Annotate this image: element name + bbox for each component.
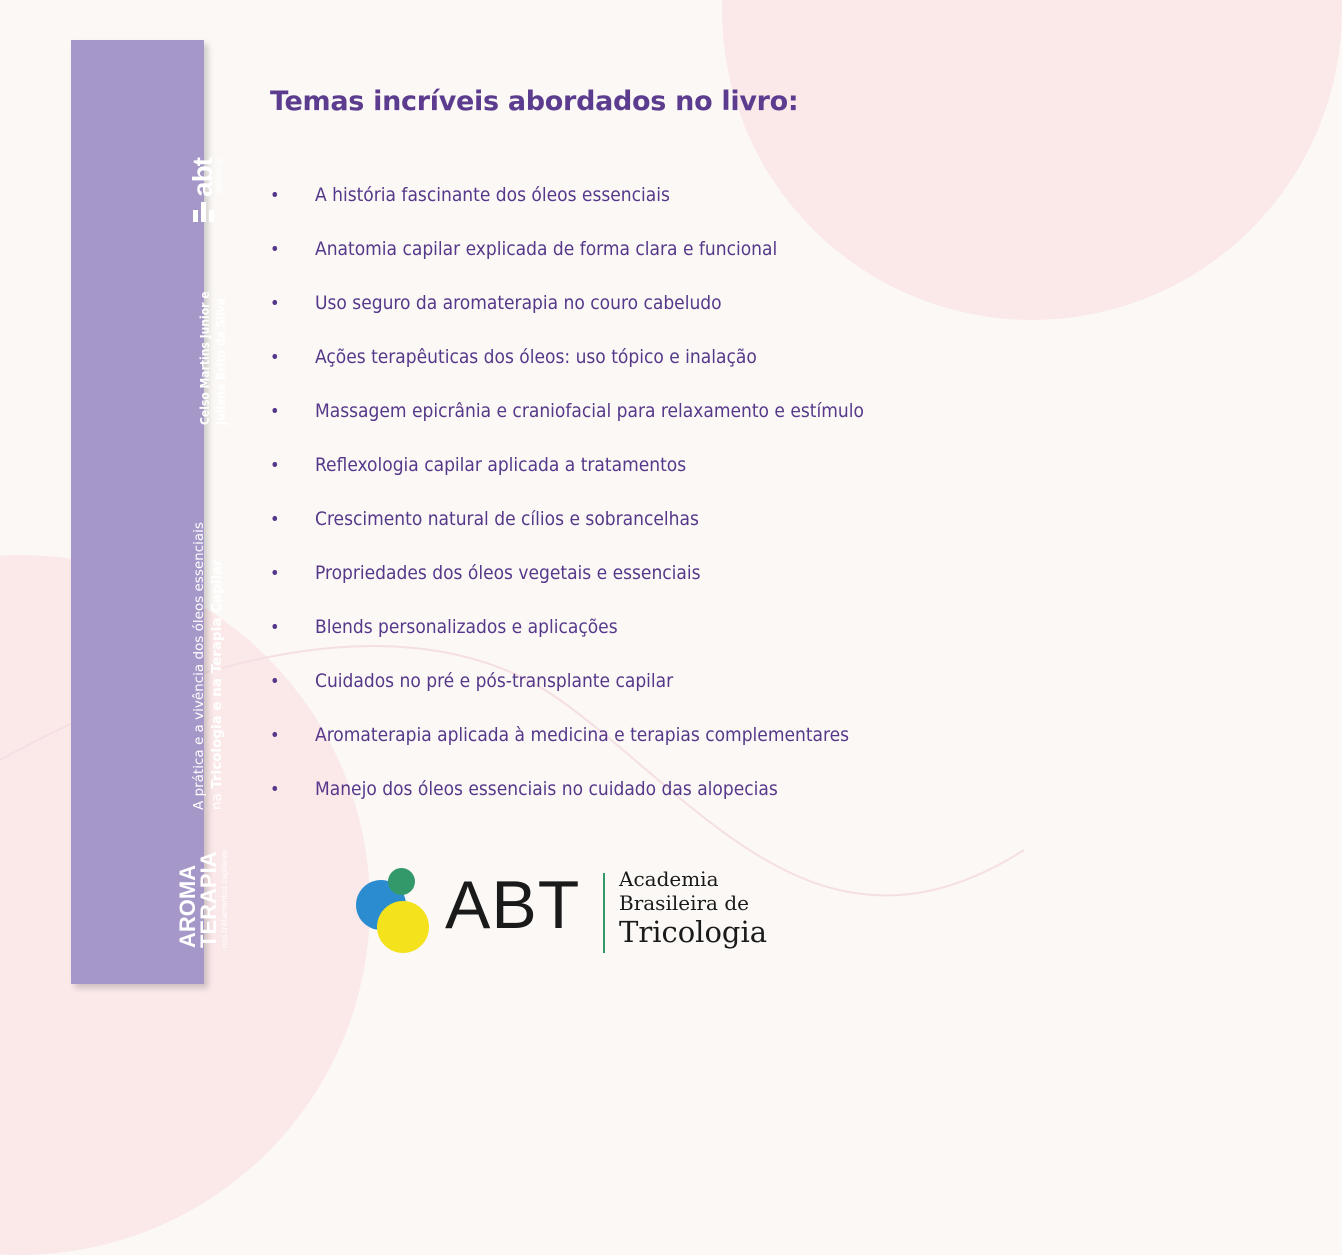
bullet-icon: • [270,454,280,476]
list-item-text: Manejo dos óleos essenciais no cuidado das alopecias [315,778,778,800]
list-item [270,762,864,816]
bullet-icon: • [270,616,280,638]
list-item [270,438,864,492]
brand-name-line-2: Brasileira de [619,891,749,915]
list-item-text: Cuidados no pré e pós-transplante capilar [315,670,674,692]
publisher-logo-bars [193,202,217,222]
list-item-text: Anatomia capilar explicada de forma clara e funcional [315,238,778,260]
logo-yellow-circle [377,901,429,953]
subtitle-line-1: A prática e a vivência dos óleos essenciais [191,522,207,810]
brand-separator [603,873,605,953]
book-title-sub: nos tratamentos capilares [220,850,229,948]
subtitle-line-2-prefix: na [209,788,225,810]
bullet-icon: • [270,238,280,260]
list-item-text: Reflexologia capilar aplicada a tratamentos [315,454,687,476]
list-item-text: Propriedades dos óleos vegetais e essenciais [315,562,701,584]
logo-green-circle [388,868,415,895]
bullet-icon: • [270,724,280,746]
book-authors [197,291,229,425]
brand-name-line-3: Tricologia [619,915,768,949]
list-item [270,384,864,438]
bullet-icon: • [270,292,280,314]
list-item [270,600,864,654]
book-title-line-2: TERAPIA [196,851,221,948]
list-item-text: Aromaterapia aplicada à medicina e terapias complementares [315,724,850,746]
list-item [270,168,864,222]
page-title: Temas incríveis abordados no livro: [270,86,799,117]
bullet-icon: • [270,346,280,368]
authors-line-2: Juliana Brito da Silva [214,298,228,425]
list-item-text: Crescimento natural de cílios e sobrancelhas [315,508,699,530]
publisher-logo-sub: editorial [215,156,225,194]
authors-line-1: Celso Martins Junior e [198,291,212,425]
book-spine [71,40,229,984]
bullet-icon: • [270,508,280,530]
book-title-line-1: AROMA [175,864,200,948]
bullet-icon: • [270,184,280,206]
list-item [270,708,864,762]
list-item [270,492,864,546]
publisher-logo [187,156,225,222]
bullet-icon: • [270,562,280,584]
book-subtitle [190,522,226,810]
abt-brand-logo [355,865,775,965]
bullet-icon: • [270,778,280,800]
list-item [270,654,864,708]
bullet-icon: • [270,670,280,692]
bullet-icon: • [270,400,280,422]
topic-list [270,168,864,816]
brand-acronym: ABT [445,867,581,943]
list-item [270,222,864,276]
list-item-text: Massagem epicrânia e craniofacial para relaxamento e estímulo [315,400,864,422]
subtitle-line-2 [208,522,226,810]
book-title [177,850,229,948]
list-item-text: Ações terapêuticas dos óleos: uso tópico e inalação [315,346,757,368]
list-item [270,276,864,330]
list-item-text: Blends personalizados e aplicações [315,616,618,638]
list-item [270,546,864,600]
list-item-text: A história fascinante dos óleos essenciais [315,184,670,206]
list-item [270,330,864,384]
brand-name [619,867,767,949]
subtitle-line-2-bold: Tricologia e na Terapia Capilar [209,559,225,789]
list-item-text: Uso seguro da aromaterapia no couro cabeludo [315,292,722,314]
publisher-logo-text: abt [187,158,218,197]
brand-name-line-1: Academia [619,867,719,891]
